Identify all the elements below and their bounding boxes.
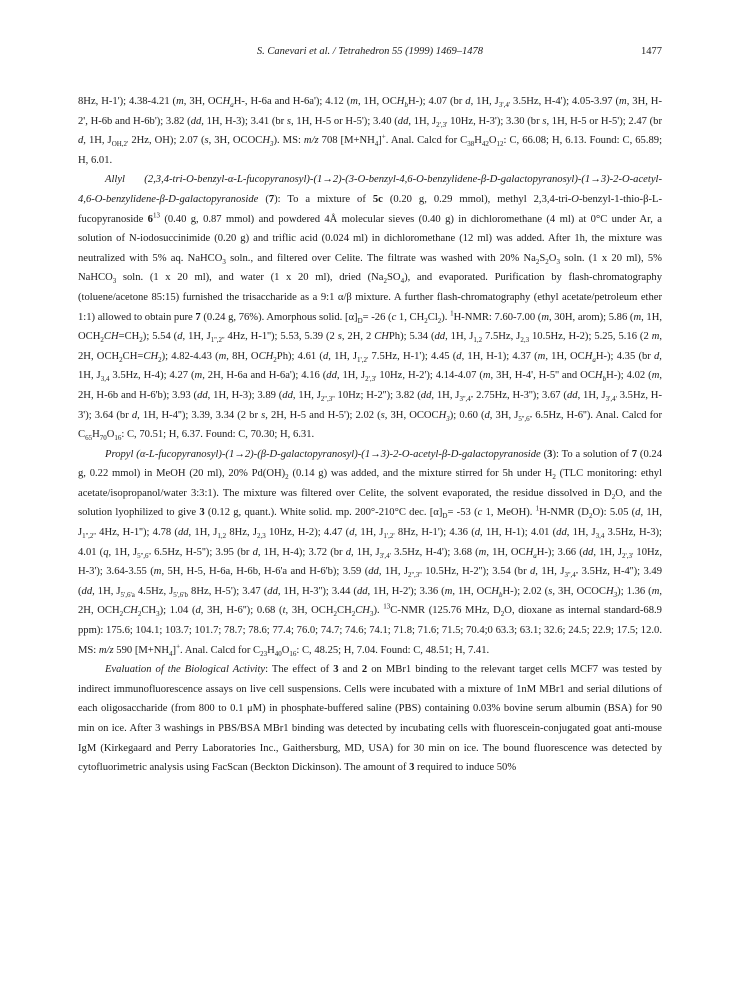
body-paragraph: Propyl (α-L-fucopyranosyl)-(1→2)-(β-D-galactopyranosyl)-(1→3)-2-O-acetyl-β-D-galactopyranoside (3): To a solution of 7 (0.24 g, 0.22 mmol) in MeOH (20 ml), 20% $Pd(OH)_2$ (0.14 g) was added, and the mixture stirred for 5h under $H_2$ (TLC monitoring: ethyl acetate/isopropanol/water 3:3:1). The mixture was filtered over Celite, the solvent evaporated, the residue dissolved in $D_2O$, and the solution lyophilized to give 3 (0.12 g, quant.). White solid. mp. 200°-210°C dec. $[\alpha]_D= -53$ (c 1, MeOH). $^1$H-NMR $(D_2O)$: 5.05 (d, 1H, $J_{1'',2''}$ 4Hz, H-1''); 4.78 (dd, 1H, $J_{1,2}$ 8Hz, $J_{2,3}$ 10Hz, H-2); 4.47 (d, 1H, $J_{1',2'}$ 8Hz, H-1'); 4.36 (d, 1H, H-1); 4.01 (dd, 1H, $J_{3,4}$ 3.5Hz, H-3); 4.01 (q, 1H, $J_{5'',6''}$ 6.5Hz, H-5''); 3.95 (br d, 1H, H-4); 3.72 (br d, 1H, $J_{3',4'}$ 3.5Hz, H-4'); 3.68 (m, 1H, $OCH_aH-$); 3.66 (dd, 1H, $J_{2',3'}$ 10Hz, H-3'); 3.64-3.55 (m, 5H, H-5, H-6a, H-6b, H-6'a and H-6'b); 3.59 (dd, 1H, $J_{2'',3''}$ 10.5Hz, H-2''); 3.54 (br d, 1H, $J_{3'',4''}$ 3.5Hz, H-4''); 3.49 (dd, 1H, $J_{5',6'a}$ 4.5Hz, $J_{5',6'b}$ 8Hz, H-5'); 3.47 (dd, 1H, H-3''); 3.44 (dd, 1H, H-2'); 3.36 (m, 1H, $OCH_bH-$); 2.02 (s, 3H, $OCOCH_3$); 1.36 (m, 2H, $OCH_2CH_2CH_3$); 1.04 (d, 3H, H-6''); 0.68 (t, 3H, $OCH_2CH_2CH_3$). $^{13}$C-NMR (125.76 MHz, $D_2O$, dioxane as internal standard-68.9 ppm): 175.6; 104.1; 103.7; 101.7; 78.7; 78.6; 77.4; 76.0; 74.7; 74.6; 74.1; 71.8; 71.6; 71.5; 70.4;0 63.3; 63.1; 32.6; 24.5; 22.9; 17.5; 12.0. MS: m/z 590 $[M+NH_4]^+$. Anal. Calcd for $C_{23}H_{40}O_{16}$: C, 48.25; H, 7.04. Found: C, 48.51; H, 7.41. — [78, 448, 663, 658]
page-number: 1477 — [641, 46, 662, 57]
running-head: S. Canevari et al. / Tetrahedron 55 (1999) 1469–1478 — [256, 46, 484, 57]
article-body — [78, 92, 662, 778]
body-paragraph: Allyl (2,3,4-tri-O-benzyl-α-L-fucopyranosyl)-(1→2)-(3-O-benzyl-4,6-O-benzylidene-β-D-galactopyranosyl)-(1→3)-2-O-acetyl-4,6-O-benzylidene-β-D-galactopyranoside (7): To a mixture of 5c (0.20 g, 0.29 mmol), methyl 2,3,4-tri-O-benzyl-1-thio-β-L-fucopyranoside $6^{13}$ (0.40 g, 0.87 mmol) and powdered 4Å molecular sieves (0.40 g) in dichloromethane (4 ml) at 0°C under Ar, a solution of N-iodosuccinimide (0.20 g) and triflic acid (0.024 ml) in dichloromethane (12 ml) was added. After 1h, the mixture was neutralized with 5% aq. NaHCO$_3$ soln., and filtered over Celite. The filtrate was washed with 20% $Na_2S_2O_3$ soln. (1 x 20 ml), 5% NaHCO$_3$ soln. (1 x 20 ml), and water (1 x 20 ml), dried $(Na_2SO_4)$, and evaporated. Purification by flash-chromatography (toluene/acetone 85:15) furnished the trisaccharide as a 9:1 α/β mixture. A further flash-chromatography (ethyl acetate/petroleum ether 1:1) allowed to obtain pure 7 (0.24 g, 76%). Amorphous solid. $[\alpha]_D= -26$ (c 1, $CH_2Cl_2$). $^1$H-NMR: 7.60-7.00 (m, 30H, arom); 5.86 (m, 1H, $OCH_2CH=CH_2$); 5.54 (d, 1H, $J_{1'',2''}$ 4Hz, H-1''); 5.53, 5.39 (2 s, 2H, 2 CHPh); 5.34 (dd, 1H, $J_{1,2}$ 7.5Hz, $J_{2,3}$ 10.5Hz, H-2); 5.25, 5.16 (2 m, 2H, $OCH_2CH=CH_2$); 4.82-4.43 (m, 8H, $OCH_2Ph$); 4.61 (d, 1H, $J_{1',2'}$ 7.5Hz, H-1'); 4.45 (d, 1H, H-1); 4.37 (m, 1H, $OCH_aH-$); 4.35 (br d, 1H, $J_{3,4}$ 3.5Hz, H-4); 4.27 (m, 2H, H-6a and H-6a'); 4.16 (dd, 1H, $J_{2',3'}$ 10Hz, H-2'); 4.14-4.07 (m, 3H, H-4', H-5'' and $OCH_bH-$); 4.02 (m, 2H, H-6b and H-6'b); 3.93 (dd, 1H, H-3); 3.89 (dd, 1H, $J_{2'',3''}$ 10Hz; H-2''); 3.82 (dd, 1H, $J_{3'',4''}$ 2.75Hz, H-3''); 3.67 (dd, 1H, $J_{3',4'}$ 3.5Hz, H-3'); 3.64 (br d, 1H, H-4''); 3.39, 3.34 (2 br s, 2H, H-5 and H-5'); 2.02 (s, 3H, $OCOCH_3$); 0.60 (d, 3H, $J_{5'',6''}$ 6.5Hz, H-6''). Anal. Calcd for $C_{65}H_{70}O_{16}$: C, 70.51; H, 6.37. Found: C, 70.30; H, 6.31. — [78, 174, 663, 443]
body-paragraph: 8Hz, H-1'); 4.38-4.21 (m, 3H, $OCH_aH-$, H-6a and H-6a'); 4.12 (m, 1H, $OCH_bH-$); 4.07 (br d, 1H, $J_{3',4'}$ 3.5Hz, H-4'); 4.05-3.97 (m, 3H, H-2', H-6b and H-6b'); 3.82 (dd, 1H, H-3); 3.41 (br s, 1H, H-5 or H-5'); 3.40 (dd, 1H, $J_{2',3'}$ 10Hz, H-3'); 3.30 (br s, 1H, H-5 or H-5'); 2.47 (br d, 1H, $J_{OH,2'}$ 2Hz, OH); 2.07 (s, 3H, $OCOCH_3$). MS: m/z 708 $[M+NH_4]^+$. Anal. Calcd for $C_{38}H_{42}O_{12}$: C, 66.08; H, 6.13. Found: C, 65.89; H, 6.01. — [78, 96, 663, 166]
body-paragraph: Evaluation of the Biological Activity: The effect of 3 and 2 on MBr1 binding to the relevant target cells MCF7 was tested by indirect immunofluorescence assays on live cell suspensions. Cells were incubated with a mixture of 1nM MBr1 and serial dilutions of each oligosaccharide (from 800 to 0.1 μM) in phosphate-buffered saline (PBS) containing 0.03% bovine serum albumin (BSA) for 90 min on ice. After 3 washings in PBS/BSA MBr1 binding was detected by incubating cells with fluorescein-conjugated goat anti-mouse IgM (Kirkegaard and Perry Laboratories Inc., Gaithersburg, MD, USA) for 30 min on ice. The bound fluorescence was detected by cytofluorimetric analysis using FacScan (Beckton Dickinson). The amount of 3 required to induce 50% — [78, 664, 662, 774]
page-header — [78, 46, 662, 62]
